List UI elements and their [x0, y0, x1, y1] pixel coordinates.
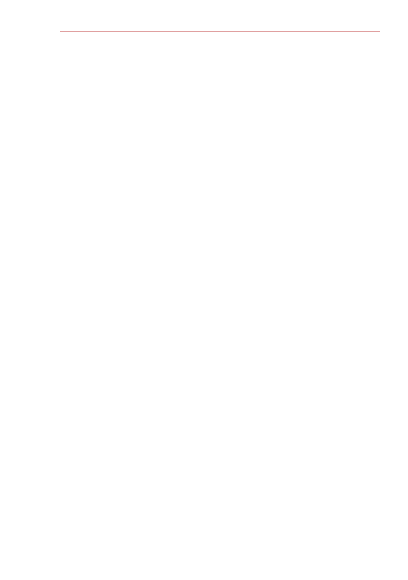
contact-footer	[0, 545, 408, 561]
body-paragraph	[58, 277, 358, 286]
body-paragraph	[58, 50, 358, 59]
banner-divider	[60, 31, 380, 32]
body-paragraph	[58, 91, 358, 100]
article-body	[58, 40, 358, 520]
body-paragraph	[58, 61, 358, 70]
body-paragraph	[58, 215, 358, 224]
body-paragraph	[58, 122, 358, 131]
section-heading	[58, 143, 358, 152]
body-paragraph	[58, 174, 358, 183]
section-heading	[58, 194, 358, 203]
section-heading	[58, 102, 358, 111]
body-paragraph	[58, 164, 358, 173]
body-paragraph	[58, 256, 358, 265]
section-heading	[58, 246, 358, 255]
body-paragraph	[58, 71, 358, 80]
body-paragraph	[58, 133, 358, 142]
body-paragraph	[58, 205, 358, 214]
promo-banner[interactable]	[60, 14, 380, 30]
body-paragraph	[58, 225, 358, 234]
body-paragraph	[58, 184, 358, 193]
body-paragraph	[58, 267, 358, 276]
body-paragraph	[58, 112, 358, 121]
section-heading	[58, 40, 358, 49]
body-paragraph	[58, 81, 358, 90]
body-paragraph	[58, 236, 358, 245]
body-paragraph	[58, 153, 358, 162]
